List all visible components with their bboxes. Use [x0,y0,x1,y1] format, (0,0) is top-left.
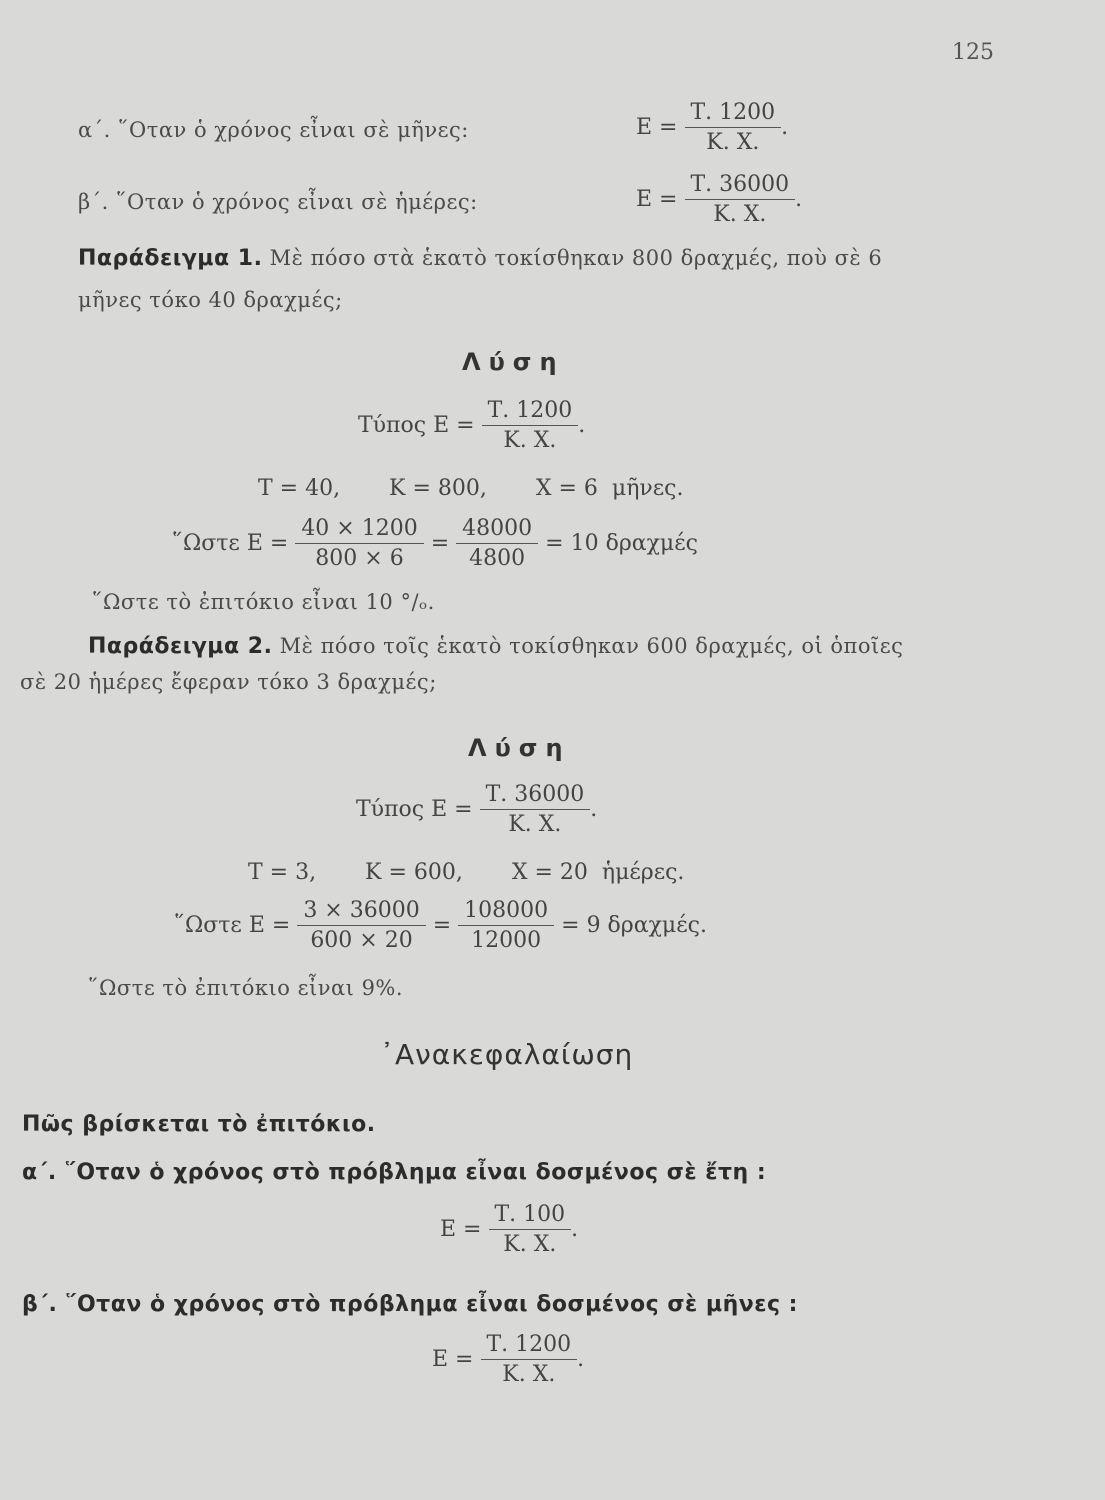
example2-calculation: ῞Ωστε Ε = $\frac{3 \times 36000}{600 \times 20}$ = $\frac{108000}{12000}$ = 9 δραχμές. [174,898,707,953]
numerator: Τ. 36000 [480,782,591,810]
example2-text-line1: Μὲ πόσο τοῖς ἑκατὸ τοκίσθηκαν 600 δραχμές, οἱ ὁποῖες [279,634,904,658]
example1-conclusion: ῞Ωστε τὸ ἐπιτόκιο εἶναι 10 °/ₒ. [92,590,435,614]
formula-lhs: Τύπος Ε = [358,413,475,438]
example1-title: Παράδειγμα 1. [78,246,263,271]
fraction [297,898,425,953]
denominator: Κ. Χ. [713,202,767,227]
fraction [489,1202,572,1257]
result: = 10 δραχμές [545,531,698,556]
denominator: Κ. Χ. [503,1232,557,1257]
formula-lhs: Ε = [636,187,678,212]
summary-heading: ᾿Ανακεφαλαίωση [380,1038,634,1071]
denominator: 600 × 20 [310,928,413,953]
hoste-label: ῞Ωστε Ε = [174,913,291,938]
fraction [480,782,591,837]
denominator: Κ. Χ. [502,1362,556,1387]
numerator: Τ. 1200 [482,398,579,426]
summary-case-a: α΄. ῞Οταν ὁ χρόνος στὸ πρόβλημα εἶναι δοσμένος σὲ ἔτη : [22,1160,767,1185]
example1-formula: Τύπος Ε = $\frac{T. 1200}{K. X.}$ . [358,398,586,453]
example1-text-line2: μῆνες τόκο 40 δραχμές; [78,288,343,312]
case-b-days-label: β΄. ῞Οταν ὁ χρόνος εἶναι σὲ ἡμέρες: [78,190,478,214]
summary-case-b: β΄. ῞Οταν ὁ χρόνος στὸ πρόβλημα εἶναι δοσμένος σὲ μῆνες : [22,1292,798,1317]
fraction [456,516,538,571]
hoste-label: ῞Ωστε Ε = [172,531,289,556]
example1-calculation: ῞Ωστε Ε = $\frac{40 \times 1200}{800 \times 6}$ = $\frac{48000}{4800}$ = 10 δραχμές [172,516,698,571]
page-number: 125 [952,40,994,65]
example2-title: Παράδειγμα 2. [88,634,273,659]
example2-values: Τ = 3, Κ = 600, Χ = 20 ἡμέρες. [248,860,685,885]
fraction [458,898,554,953]
example1-solution-heading: Λύση [462,348,565,376]
summary-question: Πῶς βρίσκεται τὸ ἐπιτόκιο. [22,1112,376,1137]
example1-values: Τ = 40, Κ = 800, Χ = 6 μῆνες. [258,476,684,501]
denominator: 12000 [471,928,542,953]
numerator: 48000 [456,516,538,544]
numerator: Τ. 100 [489,1202,572,1230]
formula-months: Ε = $\frac{T. 1200}{K. X.}$ . [636,100,789,155]
formula-days: Ε = $\frac{T. 36000}{K. X.}$ . [636,172,803,227]
formula-lhs: Ε = [432,1347,474,1372]
example2-solution-heading: Λύση [468,734,571,762]
fraction [481,1332,578,1387]
formula-lhs: Ε = [636,115,678,140]
example2-conclusion: ῞Ωστε τὸ ἐπιτόκιο εἶναι 9%. [88,976,404,1000]
example2-formula: Τύπος Ε = $\frac{T. 36000}{K. X.}$ . [356,782,598,837]
numerator: 108000 [458,898,554,926]
result: = 9 δραχμές. [561,913,707,938]
fraction [685,100,782,155]
case-a-months-label: α΄. ῞Οταν ὁ χρόνος εἶναι σὲ μῆνες: [78,118,469,142]
example2-text-line2: σὲ 20 ἡμέρες ἔφεραν τόκο 3 δραχμές; [20,670,437,694]
denominator: 4800 [469,546,526,571]
denominator: 800 × 6 [315,546,404,571]
numerator: 3 × 36000 [297,898,425,926]
fraction [482,398,579,453]
example1-paragraph [78,246,882,271]
example1-text-line1: Μὲ πόσο στὰ ἑκατὸ τοκίσθηκαν 800 δραχμές, ποὺ σὲ 6 [269,246,883,270]
fraction [685,172,796,227]
example2-paragraph [88,634,903,659]
numerator: 40 × 1200 [295,516,423,544]
numerator: Τ. 36000 [685,172,796,200]
formula-lhs: Τύπος Ε = [356,797,473,822]
summary-formula-years: Ε = $\frac{T. 100}{K. X.}$ . [440,1202,579,1257]
fraction [295,516,423,571]
formula-lhs: Ε = [440,1217,482,1242]
numerator: Τ. 1200 [481,1332,578,1360]
denominator: Κ. Χ. [706,130,760,155]
summary-formula-months: Ε = $\frac{T. 1200}{K. X.}$ . [432,1332,585,1387]
numerator: Τ. 1200 [685,100,782,128]
denominator: Κ. Χ. [503,428,557,453]
denominator: Κ. Χ. [508,812,562,837]
